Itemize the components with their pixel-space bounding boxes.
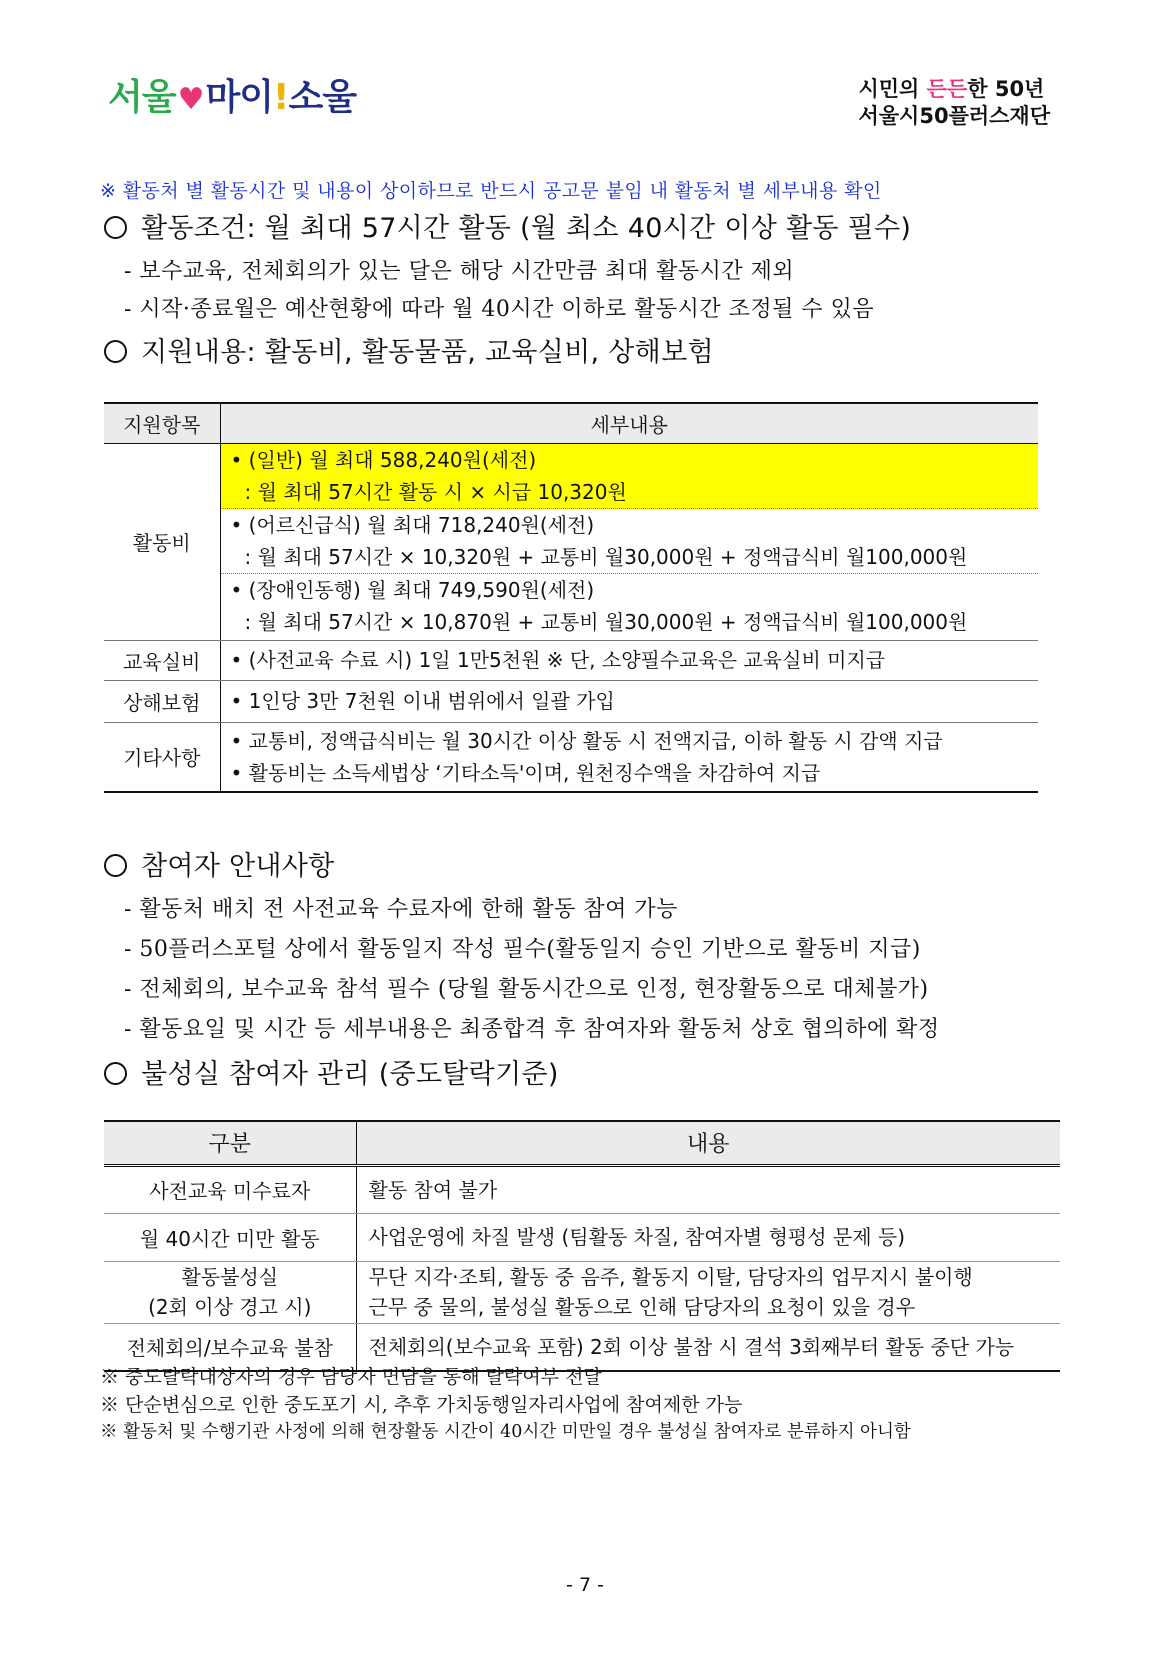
dropout-row-text: 전체회의(보수교육 포함) 2회 이상 불참 시 결석 3회째부터 활동 중단 가능 <box>356 1323 1060 1371</box>
education-text: • (사전교육 수료 시) 1일 1만5천원 ※ 단, 소양필수교육은 교육실비 미지급 <box>220 640 1038 680</box>
support-table <box>104 402 1038 793</box>
circle-bullet-icon <box>104 216 127 239</box>
activity-fee-elderly-meal: • (어르신급식) 월 최대 718,240원(세전) : 월 최대 57시간 × 10,320원 + 교통비 월30,000원 + 정액급식비 월100,000원 <box>221 509 1039 574</box>
table-row <box>104 1261 1060 1323</box>
insurance-label: 상해보험 <box>104 680 220 722</box>
dropout-row-text: 무단 지각·조퇴, 활동 중 음주, 활동지 이탈, 담당자의 업무지시 불이행 근무 중 물의, 불성실 활동으로 인해 담당자의 요청이 있을 경우 <box>356 1261 1060 1323</box>
dropout-table-header: 구분 <box>104 1121 356 1165</box>
dropout-table-header: 내용 <box>356 1121 1060 1165</box>
section3-item: - 활동처 배치 전 사전교육 수료자에 한해 활동 참여 가능 <box>124 897 678 922</box>
foundation-name: 서울시50플러스재단 <box>858 104 1050 128</box>
activity-fee-disabled-companion: • (장애인동행) 월 최대 749,590원(세전) : 월 최대 57시간 × 10,870원 + 교통비 월30,000원 + 정액급식비 월100,000원 <box>230 577 968 634</box>
dropout-row-text: 사업운영에 차질 발생 (팀활동 차질, 참여자별 형평성 문제 등) <box>356 1213 1060 1261</box>
section3-item: - 활동요일 및 시간 등 세부내용은 최종합격 후 참여자와 활동처 상호 협의하에 확정 <box>124 1017 940 1042</box>
section-dropout-title: 불성실 참여자 관리 (중도탈락기준) <box>104 1052 559 1091</box>
notice-text: ※ 활동처 별 활동시간 및 내용이 상이하므로 반드시 공고문 붙임 내 활동처 별 세부내용 확인 <box>100 180 882 202</box>
page-number: - 7 - <box>566 1574 604 1596</box>
logo-right-text-a: 시민의 <box>858 77 920 101</box>
support-table-header: 세부내용 <box>220 403 1038 443</box>
section1-item: - 시작·종료월은 예산현황에 따라 월 40시간 이하로 활동시간 조정될 수 있음 <box>124 297 875 322</box>
dropout-row-label: 월 40시간 미만 활동 <box>104 1213 356 1261</box>
section1-item: - 보수교육, 전체회의가 있는 달은 해당 시간만큼 최대 활동시간 제외 <box>124 259 795 284</box>
dropout-row-label: 전체회의/보수교육 불참 <box>104 1323 356 1371</box>
logo-right-text-b: 한 50년 <box>967 77 1045 101</box>
logo-right-highlight: 든든 <box>926 77 968 101</box>
footnote: ※ 단순변심으로 인한 중도포기 시, 추후 가치동행일자리사업에 참여제한 가능 <box>100 1394 743 1416</box>
etc-line: • 활동비는 소득세법상 ‘기타소득'이며, 원천징수액을 차감하여 지급 <box>230 760 821 785</box>
section3-item: - 50플러스포털 상에서 활동일지 작성 필수(활동일지 승인 기반으로 활동비 지급) <box>124 937 921 962</box>
circle-bullet-icon <box>104 340 127 363</box>
logo-text-seoul: 서울 <box>108 77 176 118</box>
section3-item: - 전체회의, 보수교육 참석 필수 (당월 활동시간으로 인정, 현장활동으로 대체불가) <box>124 977 929 1002</box>
table-row <box>104 1213 1060 1261</box>
foundation-logo <box>858 76 1050 130</box>
table-row <box>104 1165 1060 1213</box>
seoul-my-soul-logo <box>108 77 357 118</box>
logo-text-my: 마이 <box>205 77 274 118</box>
dropout-row-text: 활동 참여 불가 <box>356 1165 1060 1213</box>
circle-bullet-icon <box>104 854 127 877</box>
exclamation-icon: ! <box>273 77 289 118</box>
section-activity-conditions-title: 활동조건: 월 최대 57시간 활동 (월 최소 40시간 이상 활동 필수) <box>104 206 911 245</box>
footnote: ※ 활동처 및 수행기관 사정에 의해 현장활동 시간이 40시간 미만일 경우 불성실 참여자로 분류하지 아니함 <box>100 1422 911 1442</box>
circle-bullet-icon <box>104 1062 127 1085</box>
section-participant-guide-title: 참여자 안내사항 <box>104 844 335 883</box>
logo-text-soul: 소울 <box>288 77 357 118</box>
activity-fee-label: 활동비 <box>104 443 220 640</box>
etc-line: • 교통비, 정액급식비는 월 30시간 이상 활동 시 전액지급, 이하 활동 시 감액 지급 <box>230 728 943 753</box>
footnote: ※ 중도탈락대상자의 경우 담당자 면담을 통해 탈락여부 전달 <box>100 1366 602 1388</box>
dropout-row-label: 사전교육 미수료자 <box>104 1165 356 1213</box>
support-table-header: 지원항목 <box>104 403 220 443</box>
insurance-text: • 1인당 3만 7천원 이내 범위에서 일괄 가입 <box>220 680 1038 722</box>
dropout-table <box>104 1120 1060 1372</box>
activity-fee-general: • (일반) 월 최대 588,240원(세전) : 월 최대 57시간 활동 시 × 시급 10,320원 <box>221 444 1039 509</box>
heart-icon: ♥ <box>177 82 204 117</box>
etc-label: 기타사항 <box>104 722 220 792</box>
dropout-row-label: 활동불성실 (2회 이상 경고 시) <box>104 1261 356 1323</box>
education-label: 교육실비 <box>104 640 220 680</box>
section-support-title: 지원내용: 활동비, 활동물품, 교육실비, 상해보험 <box>104 330 714 369</box>
